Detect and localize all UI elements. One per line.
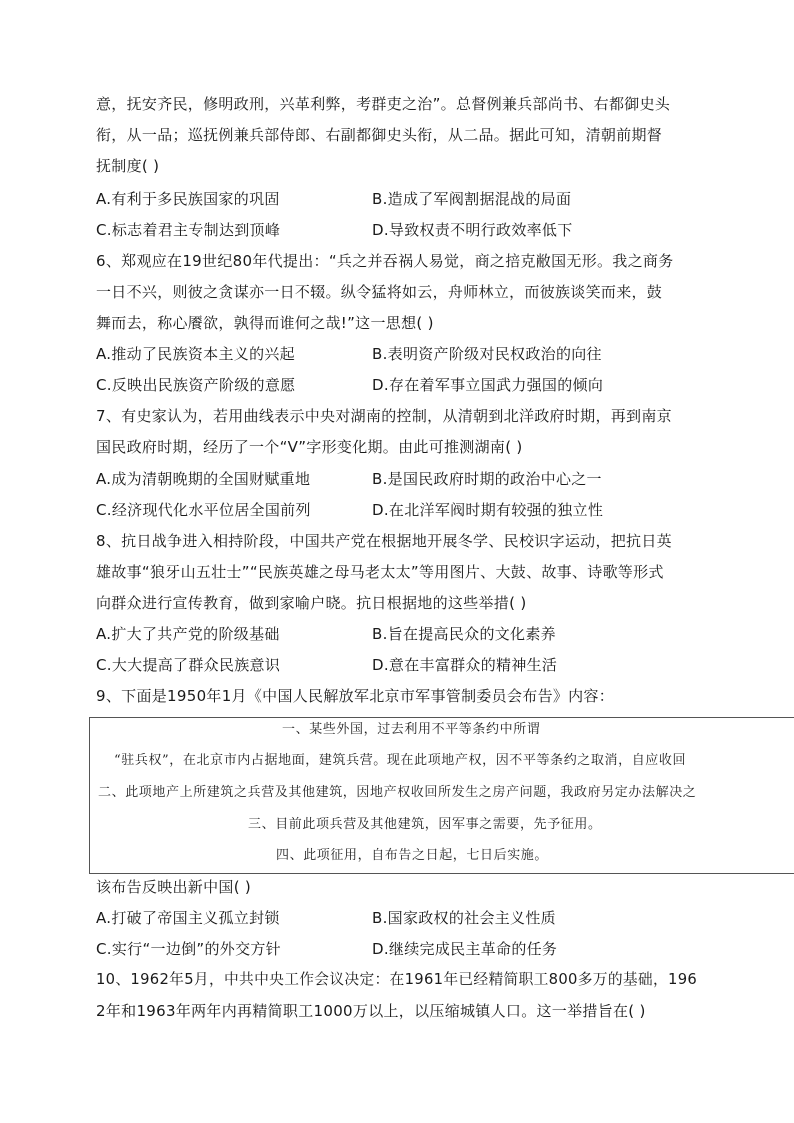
question-9-option-d: D.继续完成民主革命的任务 [372,940,558,958]
question-9-intro: 9、下面是1950年1月《中国人民解放军北京市军事管制委员会布告》内容： [96,687,615,705]
question-10-stem-line-2: 2年和1963年两年内再精简职工1000万以上，以压缩城镇人口。这一举措旨在( ) [96,1002,646,1020]
question-8-option-c: C.大大提高了群众民族意识 [96,656,281,674]
question-6-option-d: D.存在着军事立国武力强国的倾向 [372,376,604,394]
question-7-option-b: B.是国民政府时期的政治中心之一 [372,470,602,488]
question-7-stem-line-2: 国民政府时期，经历了一个“V”字形变化期。由此可推测湖南( ) [96,438,523,456]
question-5-stem-line-2: 衔，从一品；巡抚例兼兵部侍郎、右副都御史头衔，从二品。据此可知，清朝前期督 [96,126,663,144]
question-5-option-b: B.造成了军阀割据混战的局面 [372,190,572,208]
question-8-option-d: D.意在丰富群众的精神生活 [372,656,558,674]
question-6-option-b: B.表明资产阶级对民权政治的向往 [372,345,602,363]
notice-box [89,717,794,874]
question-5-stem-line-3: 抚制度( ) [96,157,160,175]
question-5-stem-line-1: 意，抚安齐民，修明政刑，兴革利弊，考群吏之治”。总督例兼兵部尚书、右都御史头 [96,95,671,113]
question-5-option-c: C.标志着君主专制达到顶峰 [96,221,281,239]
question-8-option-b: B.旨在提高民众的文化素养 [372,625,556,643]
question-6-option-a: A.推动了民族资本主义的兴起 [96,345,295,363]
question-8-stem-line-2: 雄故事“狼牙山五壮士”“民族英雄之母马老太太”等用图片、大鼓、故事、诗歌等形式 [96,563,664,581]
notice-line-2: “驻兵权”，在北京市内占据地面，建筑兵营。现在此项地产权，因不平等条约之取消，自应收回 [114,753,687,768]
question-6-option-c: C.反映出民族资产阶级的意愿 [96,376,296,394]
question-6-stem-line-1: 6、郑观应在19世纪80年代提出：“兵之并吞祸人易觉，商之掊克敝国无形。我之商务 [96,252,674,270]
question-7-option-c: C.经济现代化水平位居全国前列 [96,501,311,519]
question-9-option-c: C.实行“一边倒”的外交方针 [96,940,281,958]
question-8-option-a: A.扩大了共产党的阶级基础 [96,625,280,643]
question-9-option-a: A.打破了帝国主义孤立封锁 [96,909,280,927]
question-8-stem-line-1: 8、抗日战争进入相持阶段，中国共产党在根据地开展冬学、民校识字运动，把抗日英 [96,532,672,550]
question-7-stem-line-1: 7、有史家认为，若用曲线表示中央对湖南的控制，从清朝到北洋政府时期，再到南京 [96,407,672,425]
notice-line-3: 二、此项地产上所建筑之兵营及其他建筑，因地产权收回所发生之房产问题，我政府另定办法解决之 [98,785,697,800]
question-7-option-a: A.成为清朝晚期的全国财赋重地 [96,470,311,488]
question-7-option-d: D.在北洋军阀时期有较强的独立性 [372,501,604,519]
question-5-option-a: A.有利于多民族国家的巩固 [96,190,280,208]
notice-line-4: 三、目前此项兵营及其他建筑，因军事之需要，先予征用。 [248,817,602,832]
question-9-option-b: B.国家政权的社会主义性质 [372,909,556,927]
notice-line-5: 四、此项征用，自布告之日起，七日后实施。 [276,848,549,863]
question-8-stem-line-3: 向群众进行宣传教育，做到家喻户晓。抗日根据地的这些举措( ) [96,594,527,612]
question-6-stem-line-3: 舞而去，称心餍欲，孰得而谁何之哉!”这一思想( ) [96,314,434,332]
question-5-option-d: D.导致权责不明行政效率低下 [372,221,573,239]
question-10-stem-line-1: 10、1962年5月，中共中央工作会议决定：在1961年已经精简职工800多万的基础，196 [96,971,698,988]
notice-line-1: 一、某些外国，过去利用不平等条约中所谓 [282,722,541,737]
question-9-question: 该布告反映出新中国( ) [96,878,252,896]
question-6-stem-line-2: 一日不兴，则彼之贪谋亦一日不辍。纵令猛将如云，舟师林立，而彼族谈笑而来，鼓 [96,283,663,301]
